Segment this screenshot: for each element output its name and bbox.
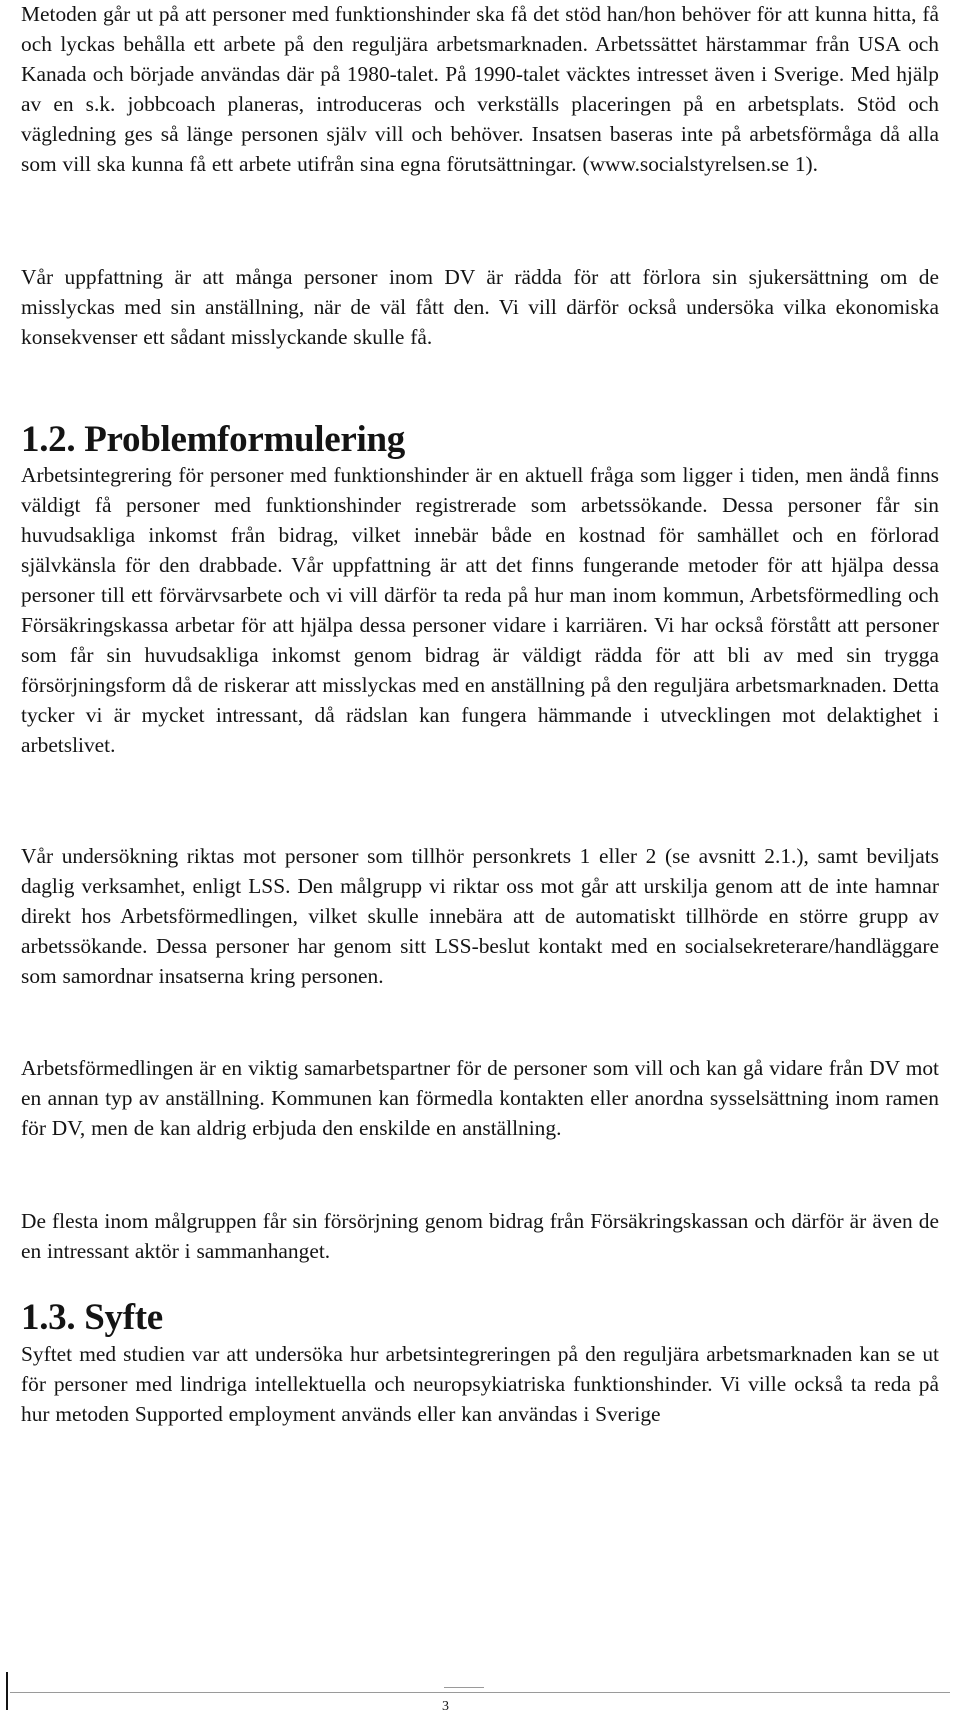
intro-paragraph: Metoden går ut på att personer med funktionshinder ska få det stöd han/hon behöver för att kunna hitta, få och lyckas behålla ett arbete på den reguljära arbetsmarknaden. Arbetssättet härstammar från USA och Kanada och började användas där på 1980-talet. På 1990-talet väcktes intresset även i Sverige. Med hjälp av en s.k. jobbcoach planeras, introduceras och verkställs placeringen på en arbetsplats. Stöd och vägledning ges så länge personen själv vill och behöver. Insatsen baseras inte på arbetsförmåga då alla som vill ska kunna få ett arbete utifrån sina egna förutsättningar. (www.socialstyrelsen.se 1).	[21, 2, 939, 176]
footer-margin-bar	[6, 1672, 8, 1710]
problem-paragraph-4: De flesta inom målgruppen får sin försörjning genom bidrag från Försäkringskassan och därför är även de en intressant aktör i sammanhanget.	[21, 1209, 939, 1263]
footer-divider	[10, 1692, 950, 1693]
problem-paragraph-3: Arbetsförmedlingen är en viktig samarbetspartner för de personer som vill och kan gå vidare från DV mot en annan typ av anställning. Kommunen kan förmedla kontakten eller anordna sysselsättning inom ramen för DV, men de kan aldrig erbjuda den enskilde en anställning.	[21, 1056, 939, 1140]
purpose-paragraph: Syftet med studien var att undersöka hur arbetsintegreringen på den reguljära arbetsmarknaden kan se ut för personer med lindriga intellektuella och neuropsykiatriska funktionshinder. Vi ville också ta reda på hur metoden Supported employment används eller kan användas i Sverige	[21, 1342, 939, 1426]
page-number: 3	[442, 1699, 449, 1714]
section-heading-syfte: 1.3. Syfte	[21, 1297, 163, 1338]
opinion-paragraph: Vår uppfattning är att många personer inom DV är rädda för att förlora sin sjukersättning om de misslyckas med sin anställning, när de väl fått den. Vi vill därför också undersöka vilka ekonomiska konsekvenser ett sådant misslyckande skulle få.	[21, 265, 939, 349]
section-heading-problemformulering: 1.2. Problemformulering	[21, 419, 405, 460]
footer-divider-mark	[444, 1687, 484, 1688]
problem-paragraph-2: Vår undersökning riktas mot personer som tillhör personkrets 1 eller 2 (se avsnitt 2.1.), samt beviljats daglig verksamhet, enligt LSS. Den målgrupp vi riktar oss mot går att urskilja genom att de inte hamnar direkt hos Arbetsförmedlingen, vilket skulle innebära att de automatiskt tillhörde en större grupp av arbetssökande. Dessa personer har genom sitt LSS-beslut kontakt med en socialsekreterare/handläggare som samordnar insatserna kring personen.	[21, 844, 939, 988]
problem-paragraph-1: Arbetsintegrering för personer med funktionshinder är en aktuell fråga som ligger i tiden, men ändå finns väldigt få personer med funktionshinder registrerade som arbetssökande. Dessa personer får sin huvudsakliga inkomst från bidrag, vilket innebär både en kostnad för samhället och en förlorad självkänsla för den drabbade. Vår uppfattning är att det finns fungerande metoder för att hjälpa dessa personer till ett förvärvsarbete och vi vill därför ta reda på hur man inom kommun, Arbetsförmedling och Försäkringskassa arbetar för att hjälpa dessa personer vidare i karriären. Vi har också förstått att personer som får sin huvudsakliga inkomst genom bidrag är väldigt rädda för att bli av med sin trygga försörjningsform då de riskerar att misslyckas med en anställning på den reguljära arbetsmarknaden. Detta tycker vi är mycket intressant, då rädslan kan fungera hämmande i utvecklingen mot delaktighet i arbetslivet.	[21, 463, 939, 757]
